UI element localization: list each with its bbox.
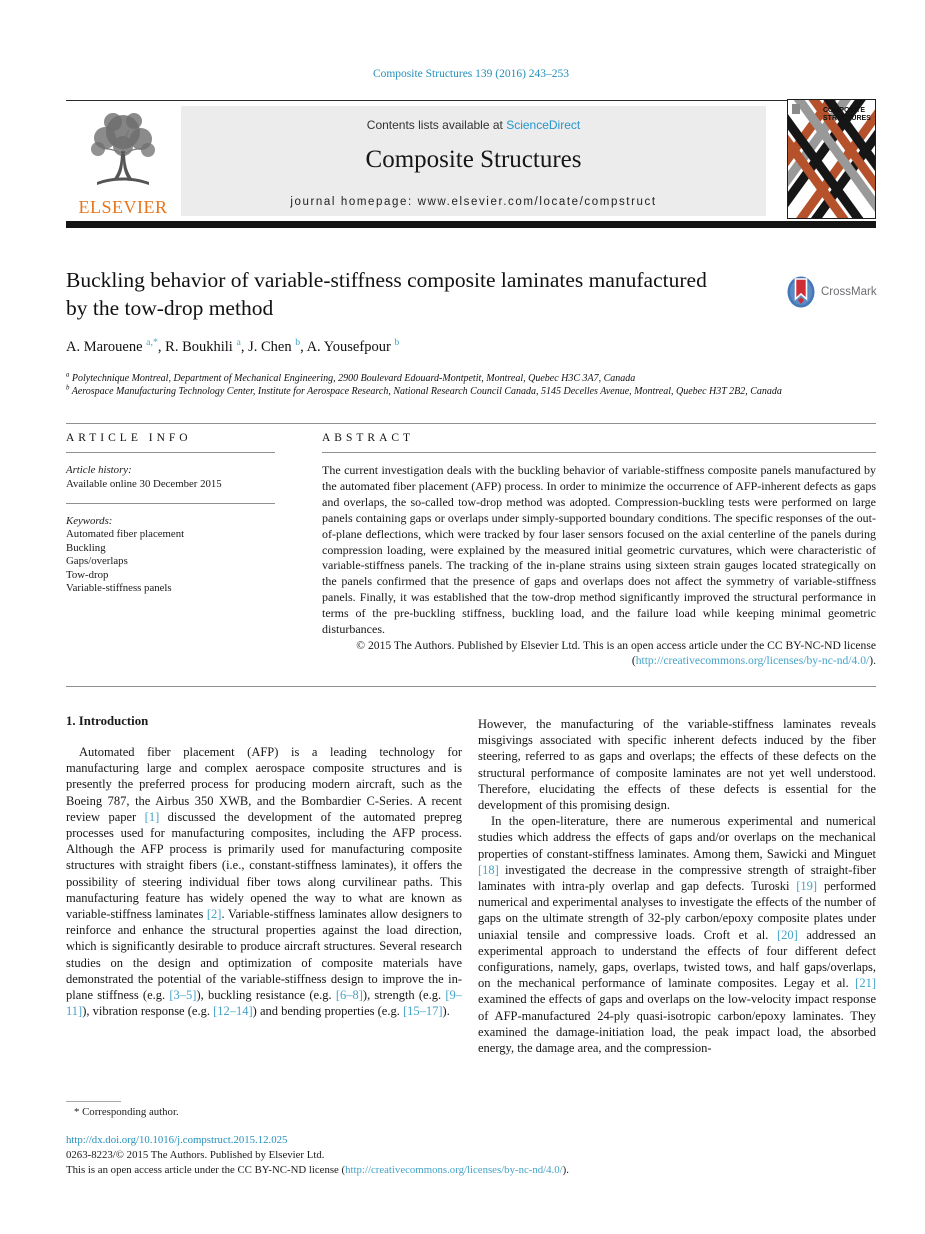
journal-citation: Composite Structures 139 (2016) 243–253 [372, 68, 570, 80]
issn-copyright-line: 0263-8223/© 2015 The Authors. Published by Elsevier Ltd. [66, 1149, 325, 1161]
affiliation-b: $^b$ Aerospace Manufacturing Technology Center, Institute for Aerospace Research, National Research Council Canada, 5145 Decelles Avenue, Montreal, Quebec H3T 2B2, Canada [66, 384, 782, 397]
divider [66, 503, 275, 504]
section-divider-top [66, 423, 876, 424]
abstract-license-line: (http://creativecommons.org/licenses/by-nc-nd/4.0/). [631, 654, 876, 668]
keyword: Buckling [66, 541, 106, 554]
divider [66, 452, 275, 453]
abstract-text: The current investigation deals with the buckling behavior of variable-stiffness composite panels manufactured by the automated fiber placement (AFP) process. In order to minimize the occurrence of AFP-inherent defects as gaps and overlaps, the so-called tow-drop method was adopted. Compression-buckling tests were performed on large panels containing gaps or overlaps under simply-supported boundary conditions. The specific responses of the out-of-plane deflections, which were tracked by four laser sensors focused on the axial centerline of the panels during compression loading, were explained by the measured initial geometric curvatures, which were characteristic of variable-stiffness panels. The tracking of the in-plane strains using sixteen strain gauges located strategically on the panels confirmed that the presence of gaps and overlaps does not affect the symmetry of variable-stiffness panels. Finally, it was established that the tow-drop method significantly improved the structural performance in terms of the pre-buckling stiffness, buckling load, and the failure load while keeping minimal geometric disturbances. [322, 463, 876, 637]
elsevier-tree-icon [73, 106, 173, 194]
crossmark-label: CrossMark [821, 286, 877, 298]
article-info-column [66, 432, 275, 596]
keyword: Variable-stiffness panels [66, 582, 172, 594]
affiliation-a: $^a$ Polytechnique Montreal, Department of Mechanical Engineering, 2900 Boulevard Edouard-Montpetit, Montreal, Quebec H3C 3A7, Canada [66, 371, 636, 384]
elsevier-wordmark: ELSEVIER [78, 197, 168, 217]
footnote-divider [66, 1101, 121, 1102]
corresponding-author-note: * Corresponding author. [74, 1106, 179, 1118]
keyword: Automated fiber placement [66, 528, 185, 540]
journal-cover-icon [787, 99, 876, 219]
header-divider [66, 100, 876, 101]
article-title: Buckling behavior of variable-stiffness composite laminates manufactured by the tow-drop method [66, 268, 707, 320]
abstract-column [322, 432, 876, 669]
journal-cover-thumbnail[interactable] [787, 99, 876, 219]
banner-bottom-bar [66, 221, 876, 228]
journal-homepage-link[interactable]: journal homepage: www.elsevier.com/locate/compstruct [290, 196, 657, 208]
crossmark-badge[interactable] [786, 274, 878, 310]
body-paragraph: However, the manufacturing of the variable-stiffness laminates reveals misgivings associated with specific inherent defects induced by the fiber steering, referred to as gaps and overlaps; the effects of these defects on the structural performance of composite laminates are not yet well understood. Therefore, elucidating the effects of these defects is essential for the development of this promising design. [478, 717, 876, 813]
crossmark-icon [786, 275, 816, 309]
intro-paragraph: Automated fiber placement (AFP) is a leading technology for manufacturing large and complex aerospace composite structures and is presently the preferred process for producing modern aircraft, such as the Boeing 787, the Airbus 350 XWB, and the Bombardier C-Series. A recent review paper [1] discussed the development of the automated prepreg processes used for manufacturing composites, including the AFP process. Although the AFP process is primarily used for manufacturing composite structures with straight fibers (i.e., constant-stiffness laminates), it offers the possibility of steering individual fiber tows along curvilinear paths. This manufacturing feature has widely opened the way to what are known as variable-stiffness laminates [2]. Variable-stiffness laminates allow designers to reinforce and enhance the structural properties against the load direction, which is significantly desirable to produce aircraft structures. Several research studies on the design and optimization of composite materials have demonstrated the potential of the variable-stiffness design to improve the in-plane stiffness (e.g. [3–5]), buckling resistance (e.g. [6–8]), strength (e.g. [9–11]), vibration response (e.g. [12–14]) and bending properties (e.g. [15–17]). [66, 745, 462, 1019]
article-info-heading: ARTICLE INFO [66, 432, 192, 444]
license-line: This is an open access article under the CC BY-NC-ND license (http://creativecommons.org/licenses/by-nc-nd/4.0/). [66, 1164, 569, 1176]
article-history-label: Article history: [66, 464, 132, 476]
author-list: A. Marouene $^{a,*}$, R. Boukhili $^a$, J. Chen $^b$, A. Yousefpour $^b$ [66, 337, 400, 355]
keyword: Tow-drop [66, 568, 109, 581]
contents-line [181, 118, 766, 132]
body-column-left [66, 744, 462, 1019]
abstract-heading: ABSTRACT [322, 432, 415, 444]
article-footer [66, 1133, 876, 1178]
body-paragraph: In the open-literature, there are numerous experimental and numerical studies which address the effects of gaps and/or overlaps on the mechanical properties of constant-stiffness laminates. Among them, Sawicki and Minguet [18] investigated the decrease in the compressive strength of straight-fiber laminates with intra-ply overlap and gap defects. Turoski [19] performed numerical and experimental analyses to investigate the effects of the number of gaps on the ultimate strength of 32-ply carbon/epoxy composite plates under uniaxial tensile and compressive loads. Croft et al. [20] addressed an experimental approach to understand the effects of four different defect configurations, namely, gaps, overlaps, twisted tows, and half gaps/overlaps, on the mechanical performance of laminate composites. Legay et al. [21] examined the effects of gaps and overlaps on the low-velocity impact response of AFP-manufactured 24-ply quasi-isotropic carbon/epoxy laminates. They examined the damage-initiation load, the peak impact load, the absorbed energy, the damage area, and the compression- [478, 814, 876, 1056]
cover-title-2: STRUCTURES [823, 115, 871, 122]
keywords-label: Keywords: [66, 515, 113, 527]
journal-banner [181, 106, 766, 216]
elsevier-logo [66, 106, 180, 218]
journal-title: Composite Structures [365, 146, 582, 173]
body-column-right [478, 716, 876, 1056]
section-divider-bottom [66, 686, 876, 687]
affiliations [66, 372, 876, 398]
section-heading-introduction: 1. Introduction [66, 714, 149, 728]
doi-link[interactable]: http://dx.doi.org/10.1016/j.compstruct.2015.12.025 [66, 1134, 288, 1146]
contents-prefix: Contents lists available at [366, 118, 507, 132]
cover-title-1: COMPOSITE [823, 107, 866, 114]
abstract-copyright: © 2015 The Authors. Published by Elsevier Ltd. This is an open access article under the CC BY-NC-ND license [356, 638, 876, 652]
sciencedirect-link[interactable]: ScienceDirect [506, 118, 581, 132]
divider [322, 452, 876, 453]
keyword: Gaps/overlaps [66, 555, 128, 567]
article-history-value: Available online 30 December 2015 [66, 478, 222, 490]
